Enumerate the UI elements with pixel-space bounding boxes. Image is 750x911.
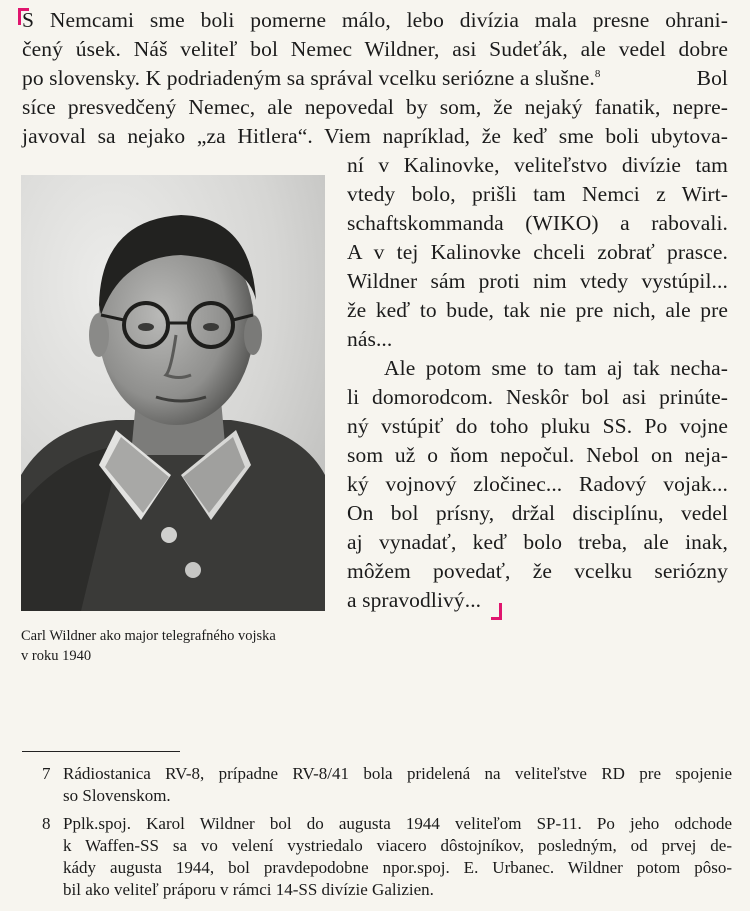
body-right-line-6: že keď to bude, tak nie pre nich, ale pre [347, 298, 728, 322]
body-right-line-5: Wildner sám proti nim vtedy vystúpil... [347, 269, 728, 293]
body-right-line-13: On bol prísny, držal disciplínu, vedel [347, 501, 728, 525]
footnote-8-line-1: Pplk.spoj. Karol Wildner bol do augusta 1944 veliteľom SP-11. Po jeho odchode [63, 814, 732, 833]
footnote-8-line-3: kády augusta 1944, bol pravdepodobne npor.spoj. E. Urbanec. Wildner potom pôso- [63, 858, 732, 877]
body-line-5: javoval sa nejako „za Hitlera“. Viem napríklad, že keď sme boli ubytova- [22, 124, 728, 148]
body-right-line-2: vtedy bolo, prišli tam Nemci z Wirt- [347, 182, 728, 206]
portrait-illustration [21, 175, 325, 611]
footnote-7-line-1: Rádiostanica RV-8, prípadne RV-8/41 bola pridelená na veliteľstve RD pre spojenie [63, 764, 732, 783]
body-line-1: S Nemcami sme boli pomerne málo, lebo divízia mala presne ohrani- [22, 8, 728, 32]
body-line-3-tail: Bol [696, 66, 728, 90]
body-line-3-text [22, 65, 600, 91]
footnote-ref-8[interactable]: 8 [594, 67, 601, 80]
portrait-photo [21, 175, 325, 611]
body-line-4: síce presvedčený Nemec, ale nepovedal by som, že nejaký fanatik, nepre- [22, 95, 728, 119]
footnote-7-line-2: so Slovenskom. [63, 786, 171, 805]
photo-caption-line-1: Carl Wildner ako major telegrafného vojska [21, 628, 276, 644]
body-right-line-12: ký vojnový zločinec... Radový vojak... [347, 472, 728, 496]
body-right-line-1: ní v Kalinovke, veliteľstvo divízie tam [347, 153, 728, 177]
footnote-divider [22, 751, 180, 752]
body-line-3-main: po slovensky. K podriadeným sa správal vcelku seriózne a slušne. [22, 66, 595, 90]
body-right-line-8: Ale potom sme to tam aj tak necha- [384, 356, 728, 380]
footnote-8-number: 8 [42, 814, 51, 833]
body-right-line-3: schaftskommanda (WIKO) a rabovali. [347, 211, 728, 235]
body-right-line-4: A v tej Kalinovke chceli zobrať prasce. [347, 240, 728, 264]
body-right-line-9: li domorodcom. Neskôr bol asi prinúte- [347, 385, 728, 409]
body-right-line-16: a spravodlivý... [347, 588, 482, 612]
body-line-3 [22, 65, 728, 91]
body-right-line-10: ný vstúpiť do toho pluku SS. Po vojne [347, 414, 728, 438]
body-right-line-15: môžem povedať, že vcelku seriózny [347, 559, 728, 583]
quote-end-mark [491, 603, 502, 620]
footnote-8-line-2: k Waffen-SS sa vo velení vystriedalo viacero dôstojníkov, posledným, od prvej de- [63, 836, 732, 855]
body-right-line-7: nás... [347, 327, 393, 351]
body-right-line-11: som už o ňom nepočul. Nebol on neja- [347, 443, 728, 467]
footnote-7-number: 7 [42, 764, 51, 783]
photo-caption-line-2: v roku 1940 [21, 648, 92, 664]
body-line-2: čený úsek. Náš veliteľ bol Nemec Wildner, asi Sudeťák, ale vedel dobre [22, 37, 728, 61]
body-right-line-14: aj vynadať, keď bolo treba, ale inak, [347, 530, 728, 554]
footnote-8-line-4: bil ako veliteľ práporu v rámci 14-SS divízie Galizien. [63, 880, 434, 899]
